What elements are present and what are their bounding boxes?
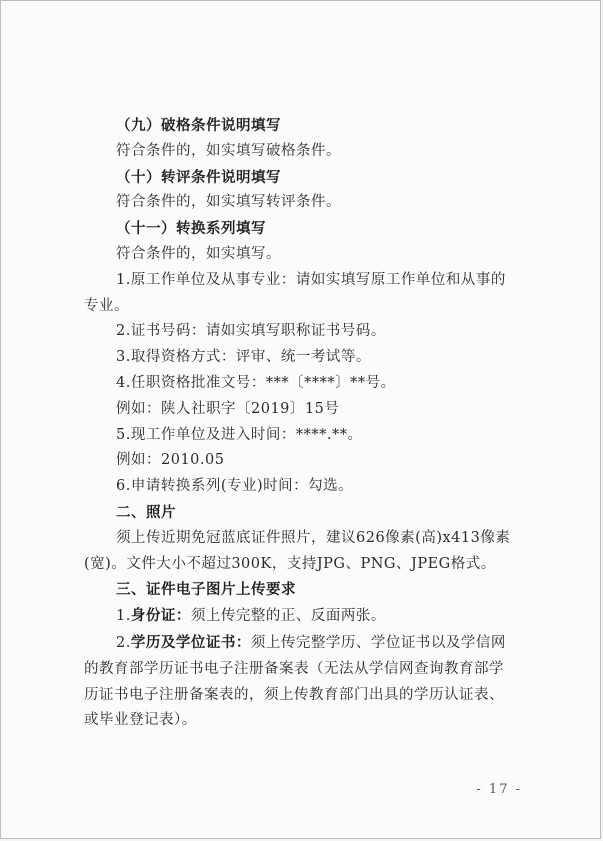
section-heading-10: （十）转评条件说明填写	[116, 168, 281, 186]
section-heading-11: （十一）转换系列填写	[116, 220, 266, 238]
item-text: 须上传完整学历、学位证书以及学信网	[250, 634, 506, 651]
list-item-1-continued: 专业。	[84, 297, 129, 314]
list-item-6: 6.申请转换系列(专业)时间：勾选。	[116, 478, 354, 495]
example-line: 例如：2010.05	[116, 452, 225, 469]
item-text: 须上传完整的正、反面两张。	[190, 608, 386, 625]
paragraph: 符合条件的，如实填写转评条件。	[116, 194, 341, 211]
page-number: - 17 -	[476, 782, 522, 797]
document-body	[84, 113, 529, 734]
paragraph: 须上传近期免冠蓝底证件照片，建议626像素(高)x413像素	[116, 529, 511, 546]
paragraph-continued: 历证书电子注册备案表的，须上传教育部门出具的学历认证表、	[84, 686, 504, 703]
item-number: 1.	[116, 608, 131, 625]
list-item-id-card	[84, 603, 529, 630]
item-label: 学历及学位证书：	[130, 633, 251, 651]
section-heading-upload: 三、证件电子图片上传要求	[116, 581, 296, 599]
item-number: 2.	[116, 634, 131, 651]
paragraph-continued: 或毕业登记表）。	[84, 712, 197, 729]
item-label: 身份证：	[130, 607, 191, 625]
section-heading-9: （九）破格条件说明填写	[116, 117, 281, 134]
list-item-4: 4.任职资格批准文号：***〔****〕**号。	[116, 374, 396, 391]
example-line: 例如：陕人社职字〔2019〕15号	[116, 400, 340, 417]
paragraph: 符合条件的，如实填写破格条件。	[116, 142, 341, 159]
list-item-diploma	[84, 630, 529, 657]
paragraph-continued: 的教育部学历证书电子注册备案表（无法从学信网查询教育部学	[84, 660, 504, 677]
list-item-1: 1.原工作单位及从事专业：请如实填写原工作单位和从事的	[116, 271, 506, 288]
list-item-3: 3.取得资格方式：评审、统一考试等。	[116, 349, 371, 366]
paragraph: 符合条件的，如实填写。	[116, 245, 281, 262]
list-item-2: 2.证书号码：请如实填写职称证书号码。	[116, 323, 386, 340]
list-item-5: 5.现工作单位及进入时间：****.**。	[116, 426, 363, 443]
paragraph-continued: (宽)。文件大小不超过300K，支持JPG、PNG、JPEG格式。	[84, 555, 496, 572]
section-heading-photo: 二、照片	[116, 503, 176, 521]
